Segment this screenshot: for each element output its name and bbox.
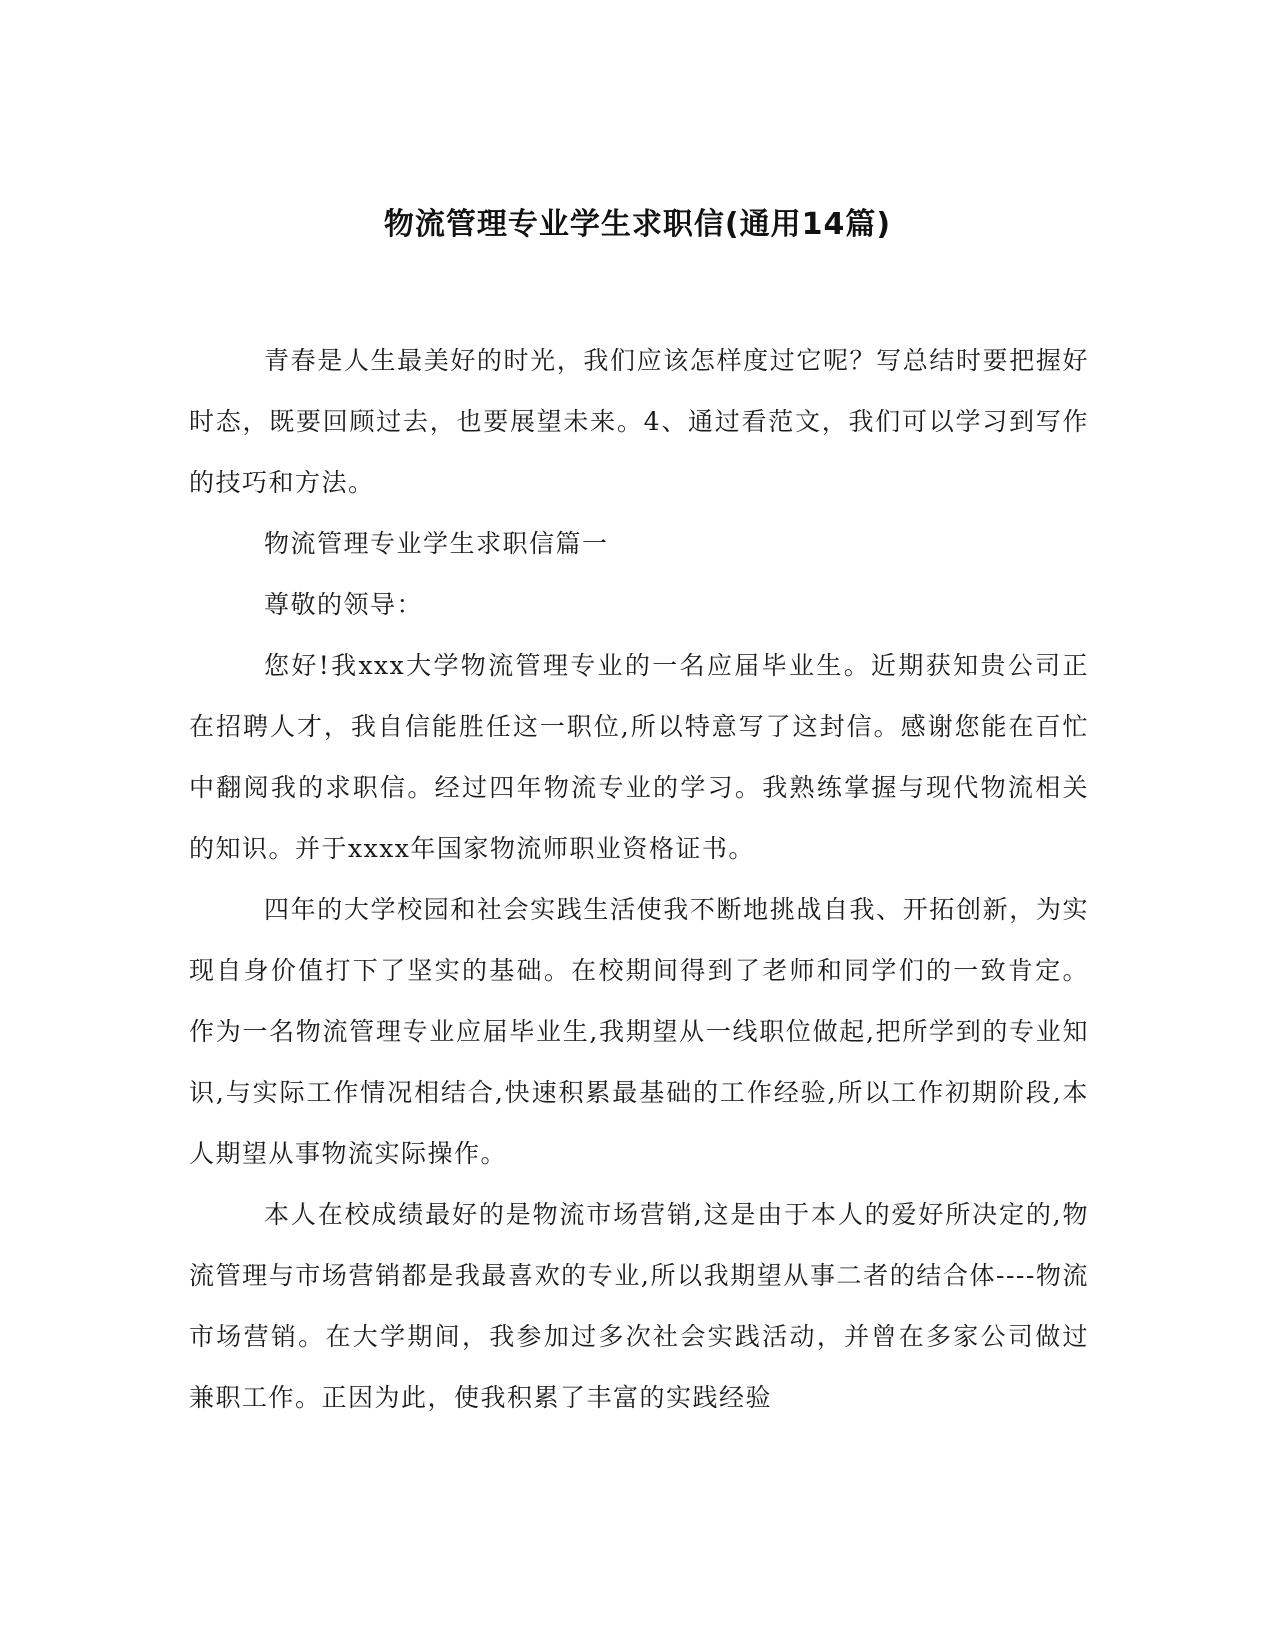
body-paragraph: 您好!我xxx大学物流管理专业的一名应届毕业生。近期获知贵公司正在招聘人才，我自信能胜任这一职位,所以特意写了这封信。感谢您能在百忙中翻阅我的求职信。经过四年物流专业的学习。我熟练掌握与现代物流相关的知识。并于xxxx年国家物流师职业资格证书。 (189, 651, 1089, 863)
section-heading: 物流管理专业学生求职信篇一 (264, 529, 609, 558)
salutation: 尊敬的领导： (264, 590, 424, 619)
intro-paragraph: 青春是人生最美好的时光，我们应该怎样度过它呢？写总结时要把握好时态，既要回顾过去，也要展望未来。4、通过看范文，我们可以学习到写作的技巧和方法。 (189, 346, 1089, 497)
document-title: 物流管理专业学生求职信(通用14篇) (383, 207, 892, 242)
body-paragraph: 四年的大学校园和社会实践生活使我不断地挑战自我、开拓创新，为实现自身价值打下了坚实的基础。在校期间得到了老师和同学们的一致肯定。作为一名物流管理专业应届毕业生,我期望从一线职位做起,把所学到的专业知识,与实际工作情况相结合,快速积累最基础的工作经验,所以工作初期阶段,本人期望从事物流实际操作。 (189, 895, 1089, 1168)
document-body (189, 330, 1089, 1428)
body-paragraph: 本人在校成绩最好的是物流市场营销,这是由于本人的爱好所决定的,物流管理与市场营销都是我最喜欢的专业,所以我期望从事二者的结合体----物流市场营销。在大学期间，我参加过多次社会实践活动，并曾在多家公司做过兼职工作。正因为此，使我积累了丰富的实践经验 (189, 1200, 1089, 1412)
